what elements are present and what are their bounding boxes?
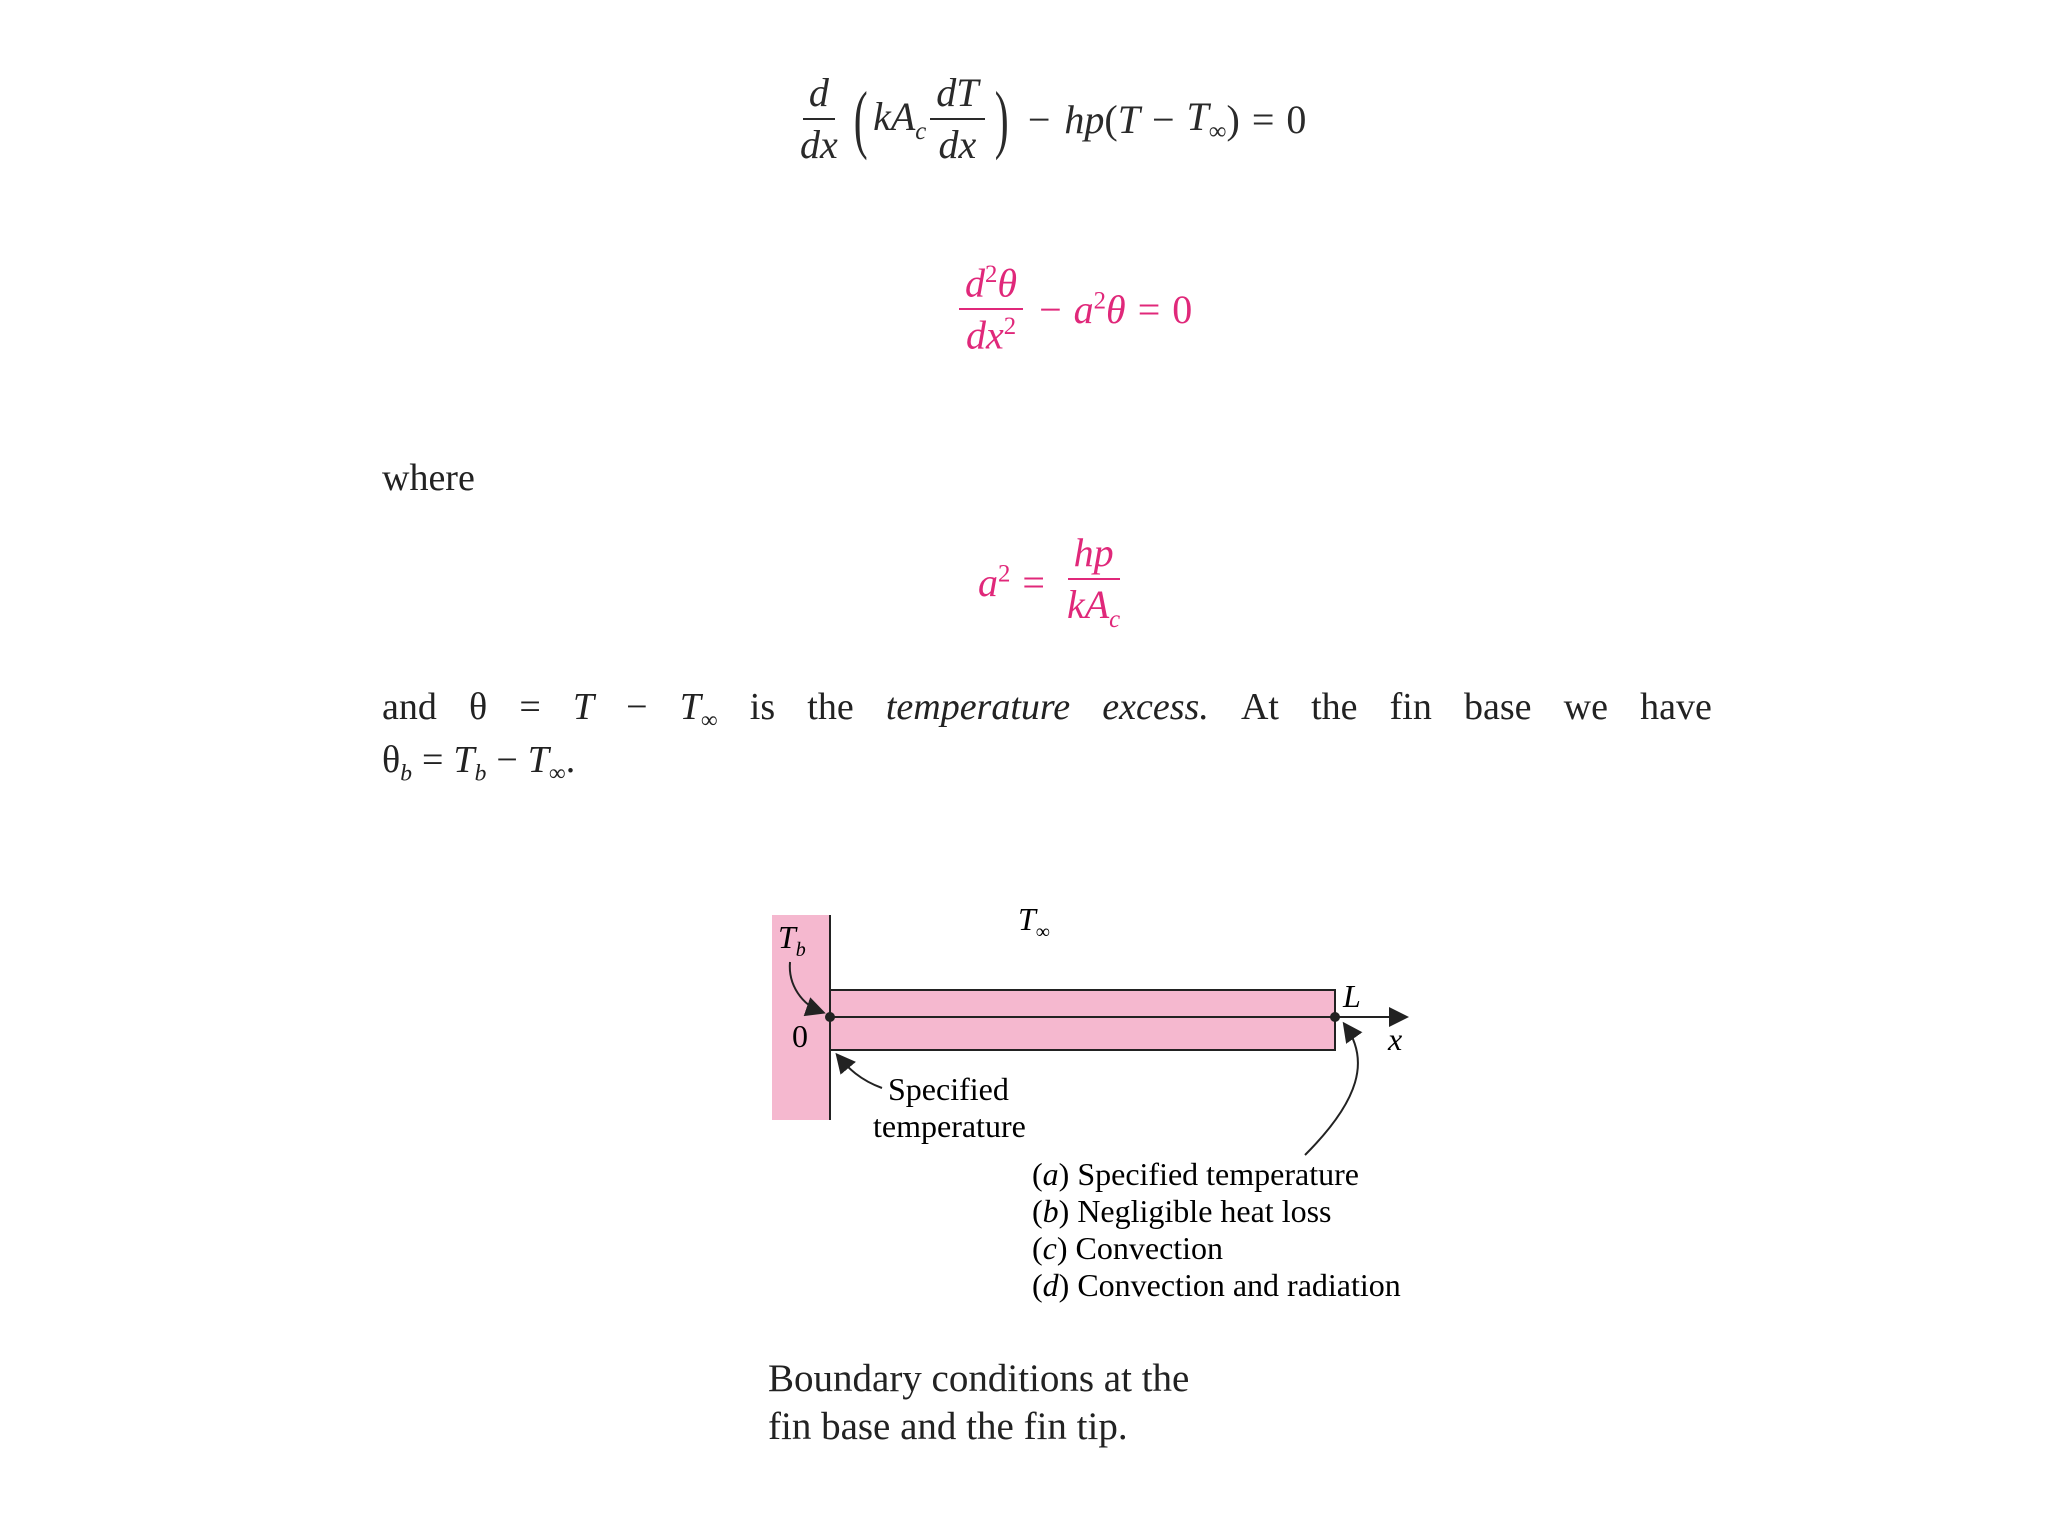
derivative-operator bbox=[794, 72, 844, 166]
word-have: have bbox=[1640, 686, 1712, 728]
eq1-dT: dT bbox=[930, 72, 984, 120]
t-b-label: $T_b$ bbox=[778, 919, 806, 961]
eq2-a-squared-theta: $a^2\theta$ bbox=[1073, 286, 1126, 332]
T-b: T bbox=[453, 739, 475, 781]
eq1-kac: $kA_c$ bbox=[873, 93, 927, 145]
eq3-a-squared: $a^2$ bbox=[978, 560, 1011, 606]
T-inf: T bbox=[527, 739, 549, 781]
word-T: T bbox=[572, 686, 595, 728]
where-label: where bbox=[382, 457, 475, 499]
word-theta: θ bbox=[469, 686, 488, 728]
fin-energy-equation: $\frac{d}{dx}$ ( $kA_c$ $\frac{dT}{dx}$ ) − hp ( T − $T_\infty$ ) = 0 bbox=[790, 72, 1306, 166]
tip-condition-list bbox=[1032, 1156, 1401, 1303]
theta-differential-equation: $\frac{d^2\theta}{dx^2}$ − $a^2\theta$ = 0 bbox=[955, 262, 1192, 357]
eq1-d: d bbox=[803, 72, 835, 120]
origin-label: 0 bbox=[792, 1018, 808, 1054]
word-equals: = bbox=[519, 686, 541, 728]
specified-arrow bbox=[838, 1056, 882, 1088]
x-axis-label: x bbox=[1388, 1021, 1403, 1057]
base-point bbox=[825, 1012, 835, 1022]
left-paren: ( bbox=[853, 77, 868, 161]
fin-boundary-figure bbox=[760, 900, 1480, 1330]
word-minus: − bbox=[626, 686, 648, 728]
tip-point bbox=[1330, 1012, 1340, 1022]
eq1-T: T bbox=[1117, 96, 1140, 142]
caption-line-1: Boundary conditions at the bbox=[768, 1357, 1190, 1400]
eq1-hp: hp bbox=[1064, 96, 1105, 142]
a-squared-definition: $a^2$ = $\frac{hp}{kA_c}$ bbox=[978, 532, 1130, 633]
t-inf-label: $T_\infty$ bbox=[1018, 901, 1051, 943]
eq3-denominator: $kA_c$ bbox=[1066, 582, 1121, 633]
fin-body bbox=[830, 990, 1335, 1050]
word-the: the bbox=[807, 686, 854, 728]
tip-option-b: (b) Negligible heat loss bbox=[1032, 1193, 1332, 1229]
caption-line-2: fin base and the fin tip. bbox=[768, 1405, 1128, 1448]
temperature-label: temperature bbox=[873, 1108, 1026, 1144]
word-the-2: the bbox=[1311, 686, 1358, 728]
eq2-numerator: $d^2\theta$ bbox=[959, 262, 1023, 310]
eq1-zero: 0 bbox=[1286, 96, 1307, 142]
specified-label: Specified bbox=[888, 1071, 1009, 1107]
eq1-dx2: dx bbox=[938, 122, 977, 167]
tip-option-c: (c) Convection bbox=[1032, 1230, 1224, 1266]
right-paren: ) bbox=[994, 77, 1009, 161]
tip-option-a: (a) Specified temperature bbox=[1032, 1156, 1359, 1192]
eq2-zero: 0 bbox=[1172, 286, 1193, 332]
dT-dx-fraction bbox=[930, 72, 984, 166]
paragraph-line-1 bbox=[382, 685, 1712, 735]
theta-b: θ bbox=[382, 739, 401, 781]
eq1-dx: dx bbox=[800, 122, 838, 167]
word-Tinf: $T_\infty$ bbox=[679, 686, 718, 734]
eq2-denominator: $dx^2$ bbox=[965, 312, 1017, 358]
word-is: is bbox=[749, 686, 776, 728]
word-base: base bbox=[1463, 686, 1532, 728]
word-we: we bbox=[1563, 686, 1608, 728]
hp-over-kac-fraction bbox=[1061, 532, 1126, 633]
word-fin: fin bbox=[1389, 686, 1432, 728]
word-and: and bbox=[382, 686, 437, 728]
length-label: L bbox=[1343, 978, 1361, 1014]
paragraph-line-2: $\theta_b = T_b - T_\infty$. bbox=[382, 739, 576, 787]
eq1-Tinf: $T_\infty$ bbox=[1186, 93, 1227, 145]
second-derivative-fraction bbox=[959, 262, 1023, 357]
tip-option-d: (d) Convection and radiation bbox=[1032, 1267, 1401, 1303]
word-temperature: temperature bbox=[885, 686, 1071, 728]
word-at: At bbox=[1240, 686, 1279, 728]
word-excess: excess. bbox=[1102, 686, 1209, 728]
eq3-numerator: hp bbox=[1068, 532, 1120, 580]
figure-caption bbox=[768, 1355, 1189, 1451]
